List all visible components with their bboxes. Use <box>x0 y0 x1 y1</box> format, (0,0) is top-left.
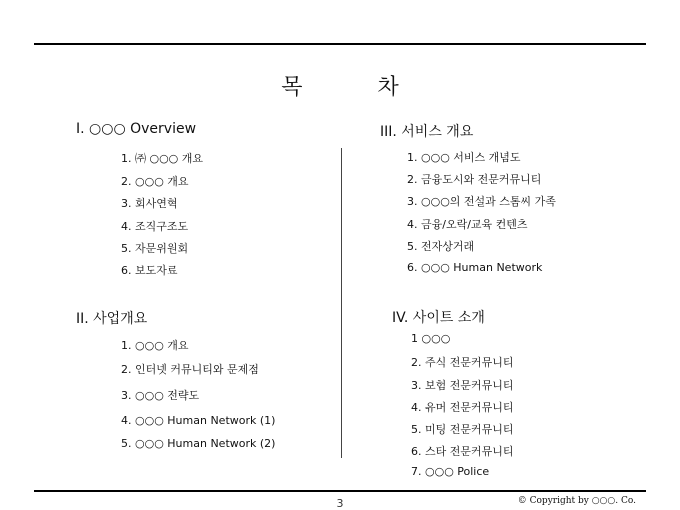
toc-item[interactable]: 6. 보도자료 <box>121 264 178 277</box>
toc-item[interactable]: 5. 자문위원회 <box>121 242 189 255</box>
toc-item[interactable]: 5. 전자상거래 <box>407 240 475 253</box>
page-title: 목 차 <box>281 75 433 100</box>
toc-item[interactable]: 1. ○○○ 서비스 개념도 <box>407 151 521 164</box>
toc-item[interactable]: 6. 스타 전문커뮤니티 <box>411 445 514 458</box>
section-heading-sites: IV. 사이트 소개 <box>392 310 485 326</box>
toc-item[interactable]: 3. ○○○의 전설과 스톰씨 가족 <box>407 195 556 208</box>
toc-item[interactable]: 7. ○○○ Police <box>411 465 490 478</box>
section-heading-services: III. 서비스 개요 <box>380 124 474 140</box>
toc-item[interactable]: 4. 유머 전문커뮤니티 <box>411 401 514 414</box>
toc-item[interactable]: 2. 주식 전문커뮤니티 <box>411 356 514 369</box>
toc-item[interactable]: 3. ○○○ 전략도 <box>121 389 200 402</box>
toc-item[interactable]: 1. ㈜ ○○○ 개요 <box>121 152 204 165</box>
toc-item[interactable]: 3. 보험 전문커뮤니티 <box>411 379 514 392</box>
page-number: 3 <box>336 497 344 510</box>
toc-item[interactable]: 5. 미팅 전문커뮤니티 <box>411 423 514 436</box>
toc-item[interactable]: 6. ○○○ Human Network <box>407 261 543 274</box>
bottom-rule <box>34 490 646 492</box>
toc-item[interactable]: 4. 금융/오락/교육 컨텐츠 <box>407 218 528 231</box>
toc-item[interactable]: 1 ○○○ <box>411 332 451 345</box>
toc-item[interactable]: 2. ○○○ 개요 <box>121 175 189 188</box>
column-divider <box>341 148 342 458</box>
top-rule <box>34 43 646 45</box>
copyright-notice: © Copyright by ○○○. Co. <box>517 496 636 506</box>
toc-item[interactable]: 4. ○○○ Human Network (1) <box>121 414 276 427</box>
toc-item[interactable]: 5. ○○○ Human Network (2) <box>121 437 276 450</box>
toc-item[interactable]: 2. 금융도시와 전문커뮤니티 <box>407 173 542 186</box>
toc-item[interactable]: 3. 회사연혁 <box>121 197 178 210</box>
section-heading-overview: I. ○○○ Overview <box>76 121 197 137</box>
section-heading-business: II. 사업개요 <box>76 311 148 327</box>
toc-item[interactable]: 4. 조직구조도 <box>121 220 189 233</box>
toc-item[interactable]: 2. 인터넷 커뮤니티와 문제점 <box>121 363 259 376</box>
toc-item[interactable]: 1. ○○○ 개요 <box>121 339 189 352</box>
